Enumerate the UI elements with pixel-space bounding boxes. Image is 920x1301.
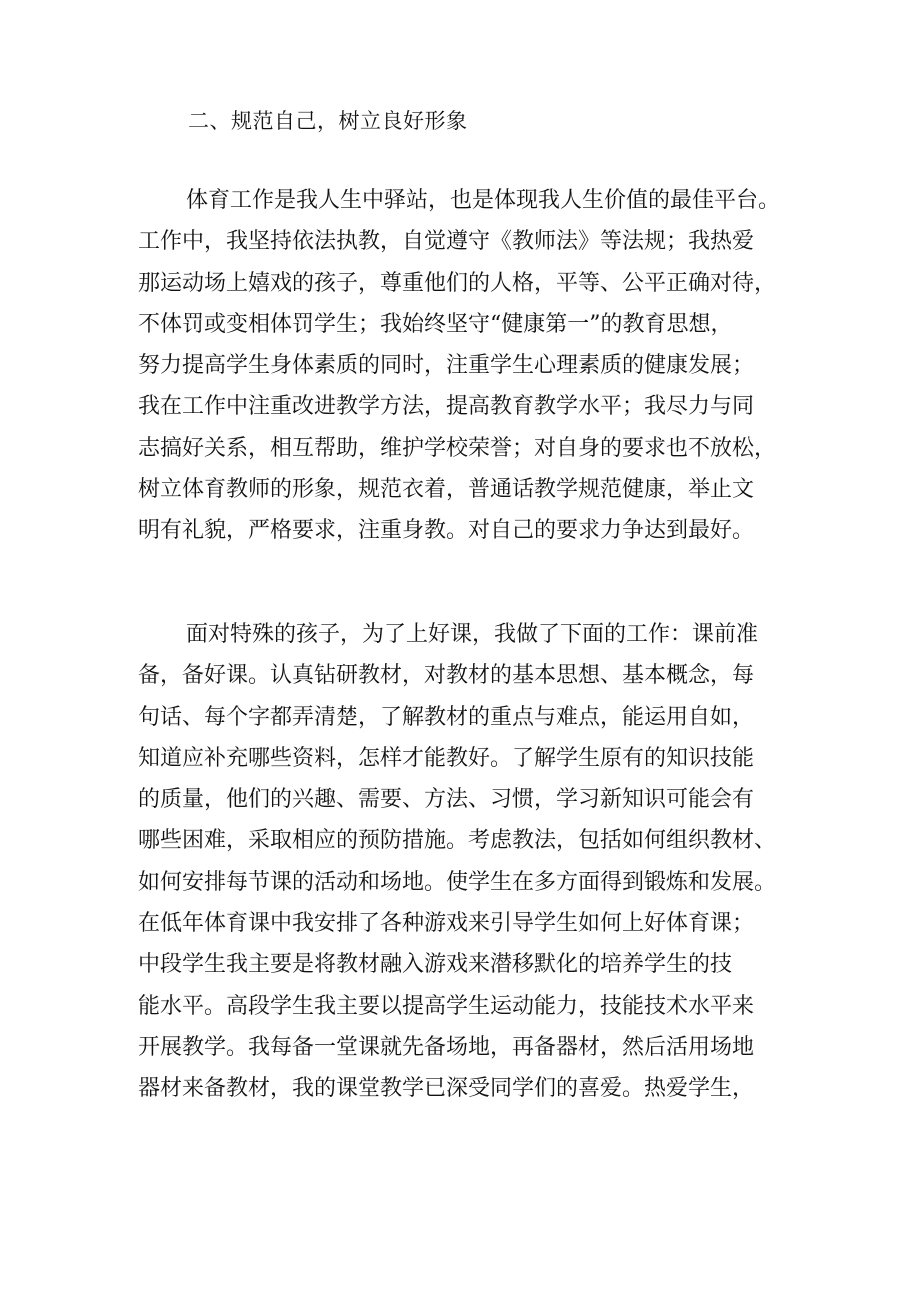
paragraph-line: 面对特殊的孩子，为了上好课，我做了下面的工作：课前准 — [186, 622, 759, 647]
paragraph-line: 中段学生我主要是将教材融入游戏来潜移默化的培养学生的技 — [138, 952, 733, 978]
paragraph-line: 器材来备教材，我的课堂教学已深受同学们的喜爱。热爱学生， — [138, 1076, 755, 1102]
paragraph-line: 能水平。高段学生我主要以提高学生运动能力，技能技术水平来 — [138, 993, 755, 1019]
paragraph-line: 的质量，他们的兴趣、需要、方法、习惯，学习新知识可能会有 — [138, 787, 755, 813]
paragraph-line: 体育工作是我人生中驿站，也是体现我人生价值的最佳平台。 — [186, 188, 781, 213]
paragraph-line: 明有礼貌，严格要求，注重身教。对自己的要求力争达到最好。 — [138, 518, 755, 544]
paragraph-line: 哪些困难，采取相应的预防措施。考虑教法，包括如何组织教材、 — [138, 828, 777, 854]
paragraph-line: 句话、每个字都弄清楚，了解教材的重点与难点，能运用自如， — [138, 704, 755, 730]
paragraph-1 — [138, 180, 798, 552]
paragraph-line: 我在工作中注重改进教学方法，提高教育教学水平；我尽力与同 — [138, 394, 755, 420]
paragraph-line: 努力提高学生身体素质的同时，注重学生心理素质的健康发展； — [138, 353, 755, 379]
section-heading: 二、规范自己，树立良好形象 — [188, 109, 468, 133]
paragraph-line: 树立体育教师的形象，规范衣着，普通话教学规范健康，举止文 — [138, 477, 755, 503]
paragraph-2 — [138, 614, 798, 1110]
paragraph-line: 如何安排每节课的活动和场地。使学生在多方面得到锻炼和发展。 — [138, 869, 777, 895]
paragraph-line: 开展教学。我每备一堂课就先备场地，再备器材，然后活用场地 — [138, 1034, 755, 1060]
paragraph-line: 不体罚或变相体罚学生；我始终坚守“健康第一”的教育思想， — [138, 311, 733, 337]
paragraph-line: 那运动场上嬉戏的孩子，尊重他们的人格，平等、公平正确对待， — [138, 270, 777, 296]
paragraph-line: 备，备好课。认真钻研教材，对教材的基本思想、基本概念，每 — [138, 663, 755, 689]
paragraph-line: 志搞好关系，相互帮助，维护学校荣誉；对自身的要求也不放松， — [138, 435, 777, 461]
paragraph-line: 知道应补充哪些资料，怎样才能教好。了解学生原有的知识技能 — [138, 745, 755, 771]
paragraph-line: 在低年体育课中我安排了各种游戏来引导学生如何上好体育课； — [138, 911, 755, 937]
paragraph-line: 工作中，我坚持依法执教，自觉遵守《教师法》等法规；我热爱 — [138, 229, 755, 255]
